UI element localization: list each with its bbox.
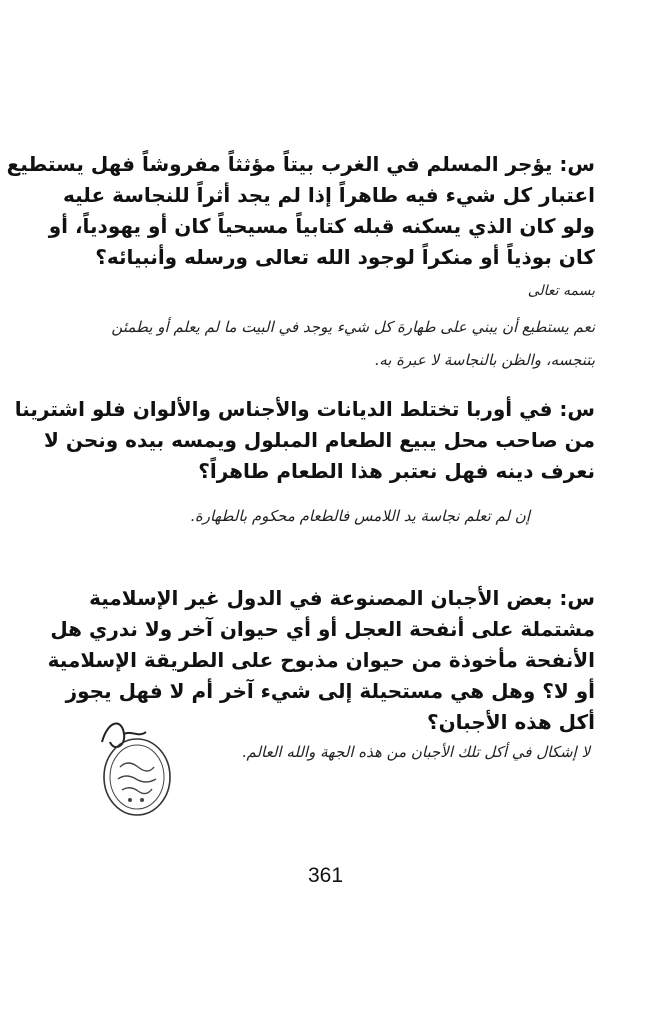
question-1-line: س: يؤجر المسلم في الغرب بيتاً مؤثثاً مفروشاً فهل يستطيع: [6, 152, 595, 176]
answer-1-basmala-wrap: [125, 280, 595, 299]
question-1: [6, 149, 595, 273]
question-2-line: نعرف دينه فهل نعتبر هذا الطعام طاهراً؟: [198, 459, 595, 483]
question-3-line: مشتملة على أنفحة العجل أو أي حيوان آخر ولا ندري هل: [50, 617, 595, 641]
basmala: بسمه تعالى: [527, 283, 595, 299]
page-number: 361: [307, 864, 344, 887]
question-3-line: أو لا؟ وهل هي مستحيلة إلى شيء آخر أم لا فهل يجوز: [65, 679, 595, 703]
answer-1: [95, 311, 595, 377]
question-2-line: من صاحب محل يبيع الطعام المبلول ويمسه بيده ونحن لا: [43, 428, 595, 452]
answer-3-line: لا إشكال في أكل تلك الأجبان من هذه الجهة والله العالم.: [241, 743, 590, 761]
answer-1-line: بتنجسه، والظن بالنجاسة لا عبرة به.: [374, 351, 595, 369]
answer-3: [190, 736, 590, 769]
question-3-line: س: بعض الأجبان المصنوعة في الدول غير الإسلامية: [89, 586, 595, 610]
question-1-line: كان بوذياً أو منكراً لوجود الله تعالى ورسله وأنبيائه؟: [95, 245, 595, 269]
question-3-line: أكل هذه الأجبان؟: [427, 710, 595, 734]
question-3: [47, 583, 595, 738]
answer-1-line: نعم يستطيع أن يبني على طهارة كل شيء يوجد في البيت ما لم يعلم أو يطمئن: [111, 318, 595, 336]
answer-2: [190, 500, 530, 533]
seal-stamp-icon: [96, 727, 178, 819]
question-2-line: س: في أوربا تختلط الديانات والأجناس والألوان فلو اشترينا: [14, 397, 595, 421]
question-1-line: ولو كان الذي يسكنه قبله كتابياً مسيحياً كان أو يهودياً، أو: [48, 214, 595, 238]
question-2: [14, 394, 595, 487]
answer-2-line: إن لم تعلم نجاسة يد اللامس فالطعام محكوم بالطهارة.: [190, 507, 530, 525]
question-1-line: اعتبار كل شيء فيه طاهراً إذا لم يجد أثراً للنجاسة عليه: [63, 183, 595, 207]
question-3-line: الأنفحة مأخوذة من حيوان مذبوح على الطريقة الإسلامية: [47, 648, 595, 672]
